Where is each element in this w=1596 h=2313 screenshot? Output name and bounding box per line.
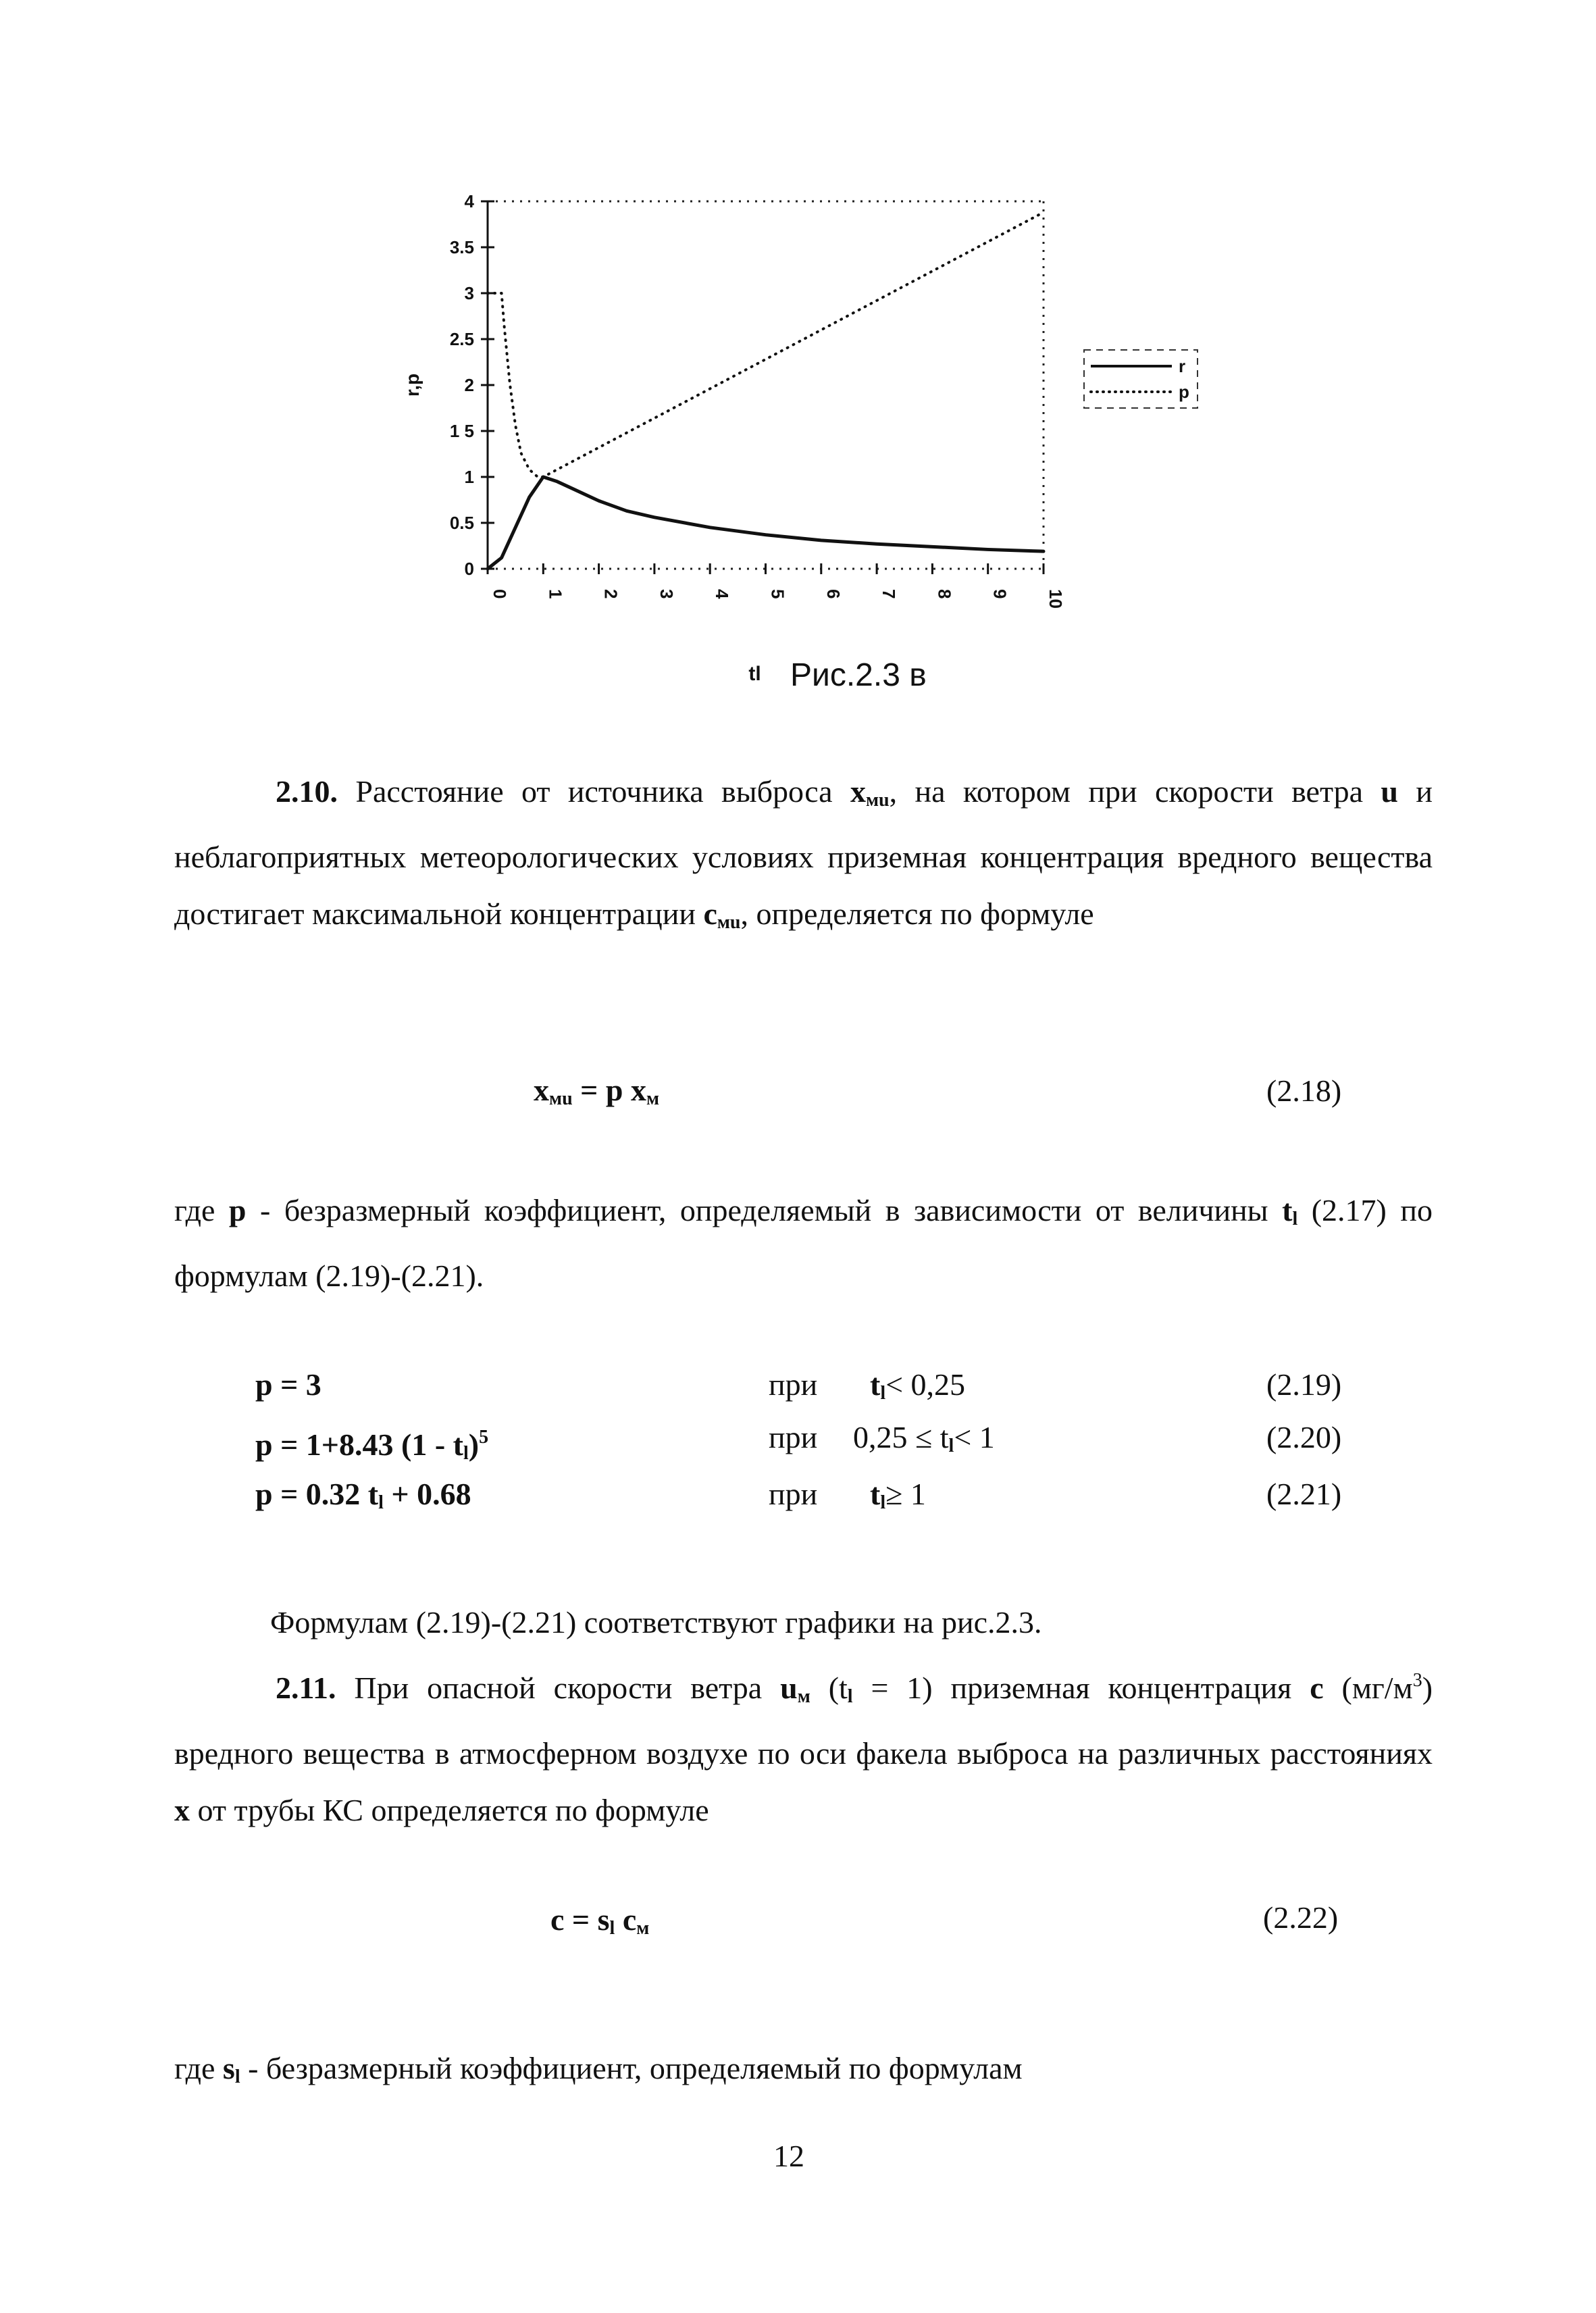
text-run: , на котором при скорости ветра xyxy=(889,774,1381,809)
section-2-10-paragraph xyxy=(174,763,1433,951)
subscript: мu xyxy=(717,912,741,933)
x-tick-label: 0 xyxy=(490,589,510,599)
text-run: ) xyxy=(468,1427,480,1462)
subscript: м xyxy=(797,1686,810,1707)
text-run: где xyxy=(174,2051,223,2085)
y-tick-label: 0.5 xyxy=(449,513,474,533)
subscript: l xyxy=(880,1383,886,1404)
x-tick-label: 9 xyxy=(989,589,1010,599)
text-run: от трубы КС определяется по формуле xyxy=(190,1793,709,1827)
subscript: l xyxy=(609,1918,615,1939)
x-tick-label: 4 xyxy=(712,589,733,599)
formula-lhs xyxy=(255,1427,488,1462)
subscript: м xyxy=(646,1088,660,1109)
x-tick-label: 7 xyxy=(879,589,900,599)
text-run: (t xyxy=(810,1671,848,1705)
x-tick-label: 5 xyxy=(767,589,788,599)
formula-2-20 xyxy=(255,1409,1458,1466)
equation-number-2-22: (2.22) xyxy=(1263,1900,1339,1935)
x-tick-label: 6 xyxy=(823,589,844,599)
text-run: (2.17) по формулам (2.19)-(2.21). xyxy=(174,1193,1433,1293)
symbol-u: u xyxy=(780,1671,798,1705)
x-tick-label: 1 xyxy=(545,589,566,599)
formula-condition xyxy=(870,1466,926,1531)
text-run: < 1 xyxy=(954,1420,995,1454)
text-run: = 1) приземная концентрация xyxy=(852,1671,1310,1705)
page-number: 12 xyxy=(773,2139,804,2173)
equation-2-18 xyxy=(534,1062,659,1127)
y-tick-label: 3 xyxy=(464,283,474,303)
x-axis-label: tl xyxy=(748,663,761,685)
section-2-11-paragraph xyxy=(174,1652,1433,1839)
symbol-t: t xyxy=(1282,1193,1293,1227)
formula-condition xyxy=(853,1409,995,1475)
y-tick-label: 1 xyxy=(464,467,474,487)
symbol-c: c xyxy=(703,896,717,931)
figure-caption: Рис.2.3 в xyxy=(790,657,927,693)
symbol-t: t xyxy=(870,1477,881,1511)
subscript: l xyxy=(880,1492,886,1513)
subscript: l xyxy=(1292,1209,1298,1229)
text-run: Расстояние от источника выброса xyxy=(338,774,850,809)
where-p-paragraph xyxy=(174,1182,1433,1304)
formula-lhs: p = 3 xyxy=(255,1367,321,1402)
text-run: p = 0.32 t xyxy=(255,1477,379,1511)
series-line-r xyxy=(488,477,1044,569)
chart-series-layer xyxy=(488,212,1044,569)
symbol-x: x xyxy=(534,1073,549,1107)
x-tick-label: 2 xyxy=(600,589,621,599)
chart-legend xyxy=(1084,350,1198,408)
subscript: l xyxy=(847,1686,853,1707)
text-run: При опасной скорости ветра xyxy=(336,1671,781,1705)
x-tick-label: 10 xyxy=(1046,589,1066,609)
text-run: 0,25 ≤ t xyxy=(853,1420,949,1454)
series-line-p xyxy=(488,212,1044,477)
legend-label-r: r xyxy=(1179,356,1186,376)
chart-axes xyxy=(402,191,1066,685)
y-tick-label: 3.5 xyxy=(449,237,474,257)
symbol-x: x xyxy=(850,774,866,809)
formula-when: при xyxy=(769,1477,818,1511)
text-run: ≥ 1 xyxy=(885,1477,926,1511)
y-tick-label: 4 xyxy=(464,191,474,211)
section-number: 2.10. xyxy=(276,774,338,809)
symbol-u: u xyxy=(1381,774,1399,809)
equation-number-2-18: (2.18) xyxy=(1266,1073,1342,1108)
y-tick-label: 1 5 xyxy=(449,421,474,441)
text-run: , определяется по формуле xyxy=(740,896,1094,931)
y-tick-label: 2 xyxy=(464,375,474,395)
section-number: 2.11. xyxy=(276,1671,336,1705)
formula-2-21 xyxy=(255,1466,1458,1523)
subscript: l xyxy=(463,1443,469,1464)
text-run: + 0.68 xyxy=(391,1477,471,1511)
formulas-note: Формулам (2.19)-(2.21) соответствуют графики на рис.2.3. xyxy=(270,1605,1042,1640)
text-run: p = 1+8.43 (1 - t xyxy=(255,1427,463,1462)
text-run: и неблагоприятных метеорологических условиях приземная концентрация вредного вещества достигает максимальной концентрации xyxy=(174,774,1433,931)
y-tick-label: 2.5 xyxy=(449,329,474,349)
symbol-s: s xyxy=(222,2051,235,2085)
symbol-p: p xyxy=(228,1193,247,1227)
equation-2-22 xyxy=(550,1891,649,1957)
y-tick-label: 0 xyxy=(464,559,474,579)
where-s-paragraph xyxy=(174,2040,1433,2106)
text-run: - безразмерный коэффициент, определяемый по формулам xyxy=(240,2051,1023,2085)
text-run: < 0,25 xyxy=(885,1367,966,1402)
text-run: c = s xyxy=(550,1902,610,1937)
subscript: мu xyxy=(865,790,890,811)
equation-number-2-20: (2.20) xyxy=(1266,1420,1342,1454)
legend-label-p: p xyxy=(1179,382,1189,402)
subscript: м xyxy=(636,1918,650,1939)
superscript: 3 xyxy=(1412,1670,1422,1691)
text-run: ) вредного вещества в атмосферном воздухе по оси факела выброса на различных расстояниях xyxy=(174,1671,1433,1771)
subscript: l xyxy=(234,2066,240,2087)
symbol-x: x xyxy=(174,1793,190,1827)
subscript: мu xyxy=(549,1088,573,1109)
symbol-t: t xyxy=(870,1367,881,1402)
text-run: c xyxy=(615,1902,637,1937)
text-run: (мг/м xyxy=(1323,1671,1413,1705)
equation-number-2-19: (2.19) xyxy=(1266,1367,1342,1402)
y-axis-label: r,p xyxy=(402,373,423,397)
formula-when: при xyxy=(769,1420,818,1454)
text-run: где xyxy=(174,1193,229,1227)
superscript: 5 xyxy=(479,1427,489,1448)
symbol-c: c xyxy=(1310,1671,1324,1705)
equation-number-2-21: (2.21) xyxy=(1266,1477,1342,1511)
formula-when: при xyxy=(769,1367,818,1402)
x-tick-label: 3 xyxy=(656,589,677,599)
subscript: l xyxy=(378,1492,384,1513)
subscript: l xyxy=(948,1435,954,1456)
text-run: - безразмерный коэффициент, определяемый в зависимости от величины xyxy=(246,1193,1283,1227)
formula-2-19 xyxy=(255,1356,1458,1413)
x-tick-label: 8 xyxy=(934,589,955,599)
text-run: = p x xyxy=(572,1073,646,1107)
formula-lhs xyxy=(255,1477,471,1511)
